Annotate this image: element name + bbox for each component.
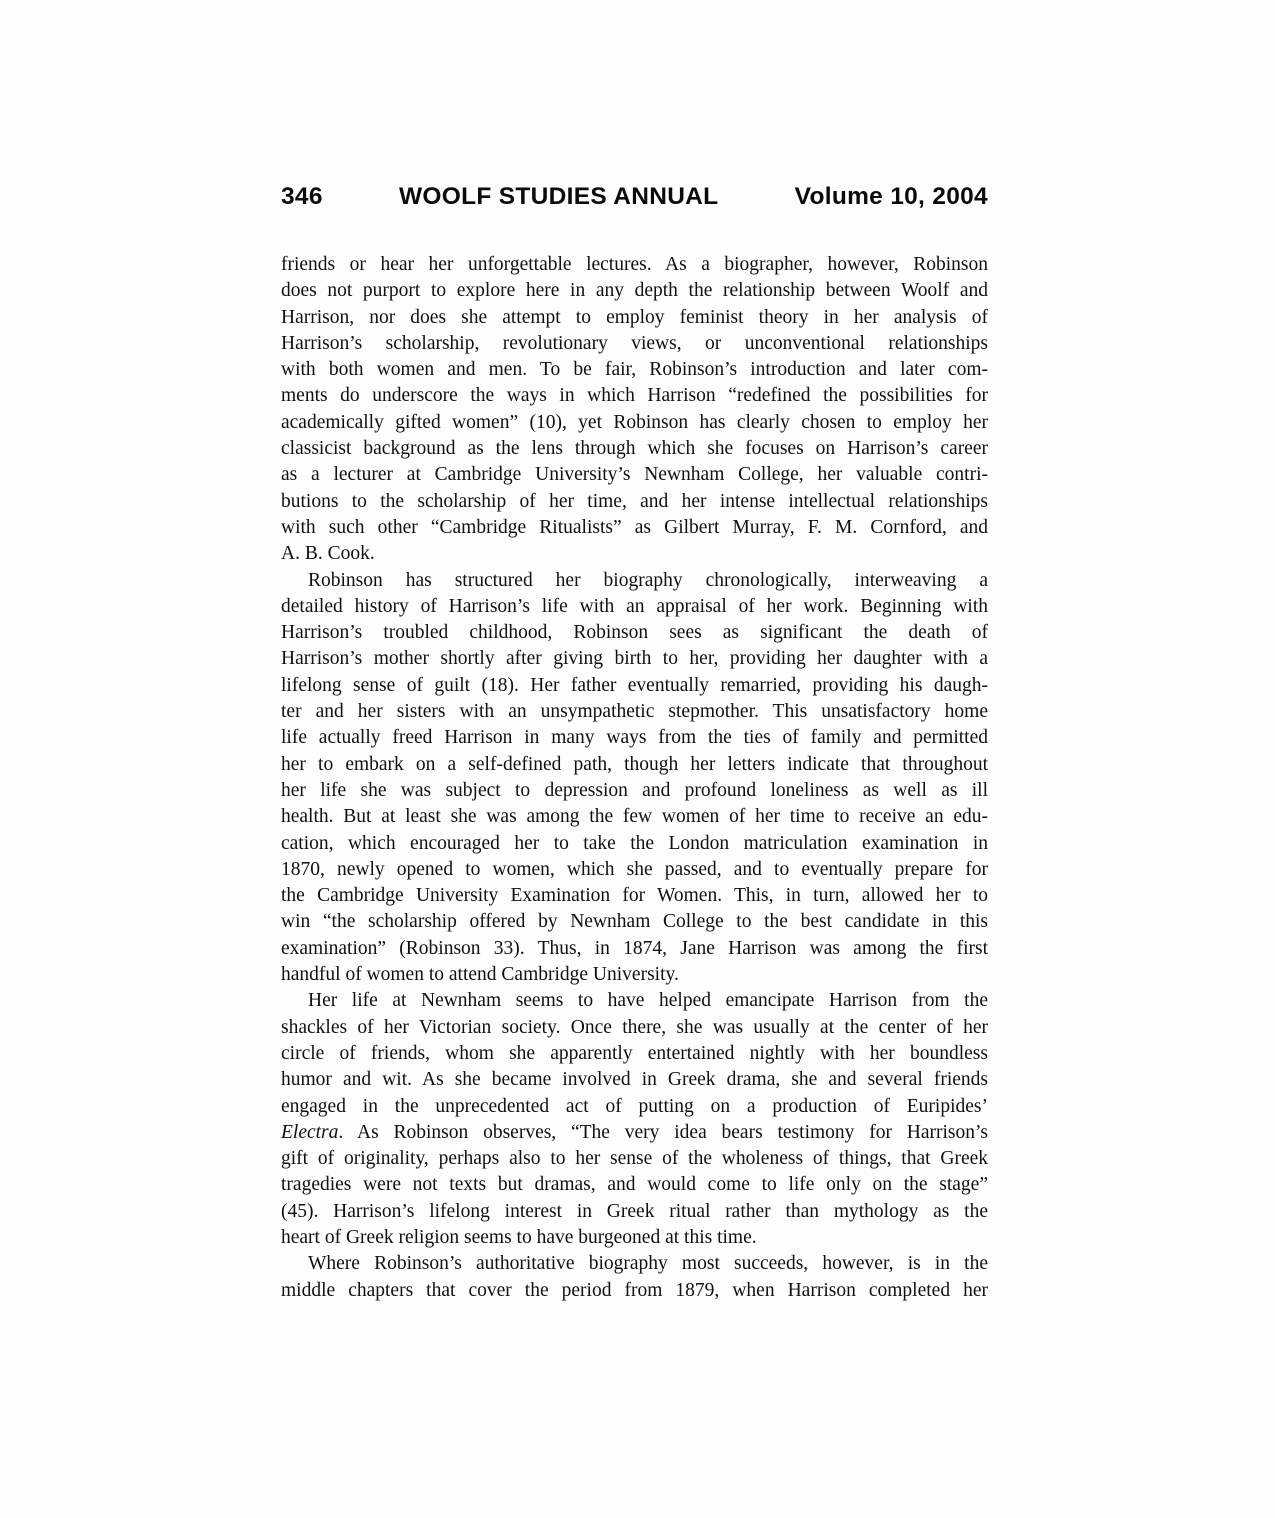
text-line: with such other “Cambridge Ritualists” as Gilbert Murray, F. M. Cornford, and [281,516,988,538]
journal-title: WOOLF STUDIES ANNUAL [398,183,719,210]
text-line: shackles of her Victorian society. Once there, she was usually at the center of her [281,1016,988,1038]
text-line: Harrison’s troubled childhood, Robinson sees as significant the death of [281,622,988,644]
running-header [281,183,988,211]
text-line: does not purport to explore here in any depth the relationship between Woolf and [281,280,988,302]
text-line: humor and wit. As she became involved in Greek drama, she and several friends [281,1069,988,1091]
paragraph [281,1251,988,1304]
text-line: Where Robinson’s authoritative biography most succeeds, however, is in the [308,1253,988,1275]
text-line: examination” (Robinson 33). Thus, in 1874, Jane Harrison was among the first [281,937,988,959]
text-line: circle of friends, whom she apparently entertained nightly with her boundless [281,1042,988,1064]
text-line: Harrison’s scholarship, revolutionary views, or unconventional relationships [281,332,988,354]
text-line: middle chapters that cover the period from 1879, when Harrison completed her [281,1279,988,1301]
text-line: 1870, newly opened to women, which she passed, and to eventually prepare for [281,858,988,880]
text-line: classicist background as the lens through which she focuses on Harrison’s career [281,438,988,460]
text-line: Electra. As Robinson observes, “The very idea bears testimony for Harrison’s [281,1121,988,1143]
text-line: Harrison’s mother shortly after giving birth to her, providing her daughter with a [281,648,988,670]
text-line: as a lecturer at Cambridge University’s Newnham College, her valuable contri- [281,464,988,486]
text-line: health. But at least she was among the few women of her time to receive an edu- [281,806,988,828]
italic-book-title: Electra [281,1121,339,1143]
text-line: detailed history of Harrison’s life with an appraisal of her work. Beginning with [281,595,988,617]
text-line: (45). Harrison’s lifelong interest in Greek ritual rather than mythology as the [281,1200,988,1222]
text-line: engaged in the unprecedented act of putting on a production of Euripides’ [281,1095,988,1117]
text-line: ments do underscore the ways in which Harrison “redefined the possibilities for [281,385,988,407]
text-line: gift of originality, perhaps also to her sense of the wholeness of things, that Greek [281,1148,988,1170]
text-line: life actually freed Harrison in many ways from the ties of family and permitted [281,727,988,749]
text-line: Her life at Newnham seems to have helped emancipate Harrison from the [308,990,988,1012]
paragraph [281,252,988,568]
text-line: friends or hear her unforgettable lectures. As a biographer, however, Robinson [281,254,988,275]
text-line: lifelong sense of guilt (18). Her father eventually remarried, providing his daugh- [281,674,988,696]
text-line: Harrison, nor does she attempt to employ feminist theory in her analysis of [281,306,988,328]
paragraph [281,568,988,989]
text-line: heart of Greek religion seems to have burgeoned at this time. [281,1226,757,1248]
text-line: A. B. Cook. [281,543,375,565]
text-line: handful of women to attend Cambridge University. [281,964,679,986]
text-line: win “the scholarship offered by Newnham College to the best candidate in this [281,911,988,933]
text-line: with both women and men. To be fair, Robinson’s introduction and later com- [281,359,988,381]
text-line: her life she was subject to depression and profound loneliness as well as ill [281,779,988,801]
page-number: 346 [281,183,323,210]
page-body [281,252,988,1304]
text-line: academically gifted women” (10), yet Robinson has clearly chosen to employ her [281,411,988,433]
paragraph [281,988,988,1251]
text-line: Robinson has structured her biography chronologically, interweaving a [308,569,988,591]
text-line: ter and her sisters with an unsympathetic stepmother. This unsatisfactory home [281,701,988,723]
text-line: butions to the scholarship of her time, and her intense intellectual relationships [281,490,988,512]
text-line: the Cambridge University Examination for Women. This, in turn, allowed her to [281,885,988,907]
text-line: cation, which encouraged her to take the London matriculation examination in [281,832,988,854]
text-line: tragedies were not texts but dramas, and would come to life only on the stage” [281,1174,988,1196]
text-line: her to embark on a self-defined path, though her letters indicate that throughout [281,753,988,775]
volume-label: Volume 10, 2004 [794,183,988,210]
